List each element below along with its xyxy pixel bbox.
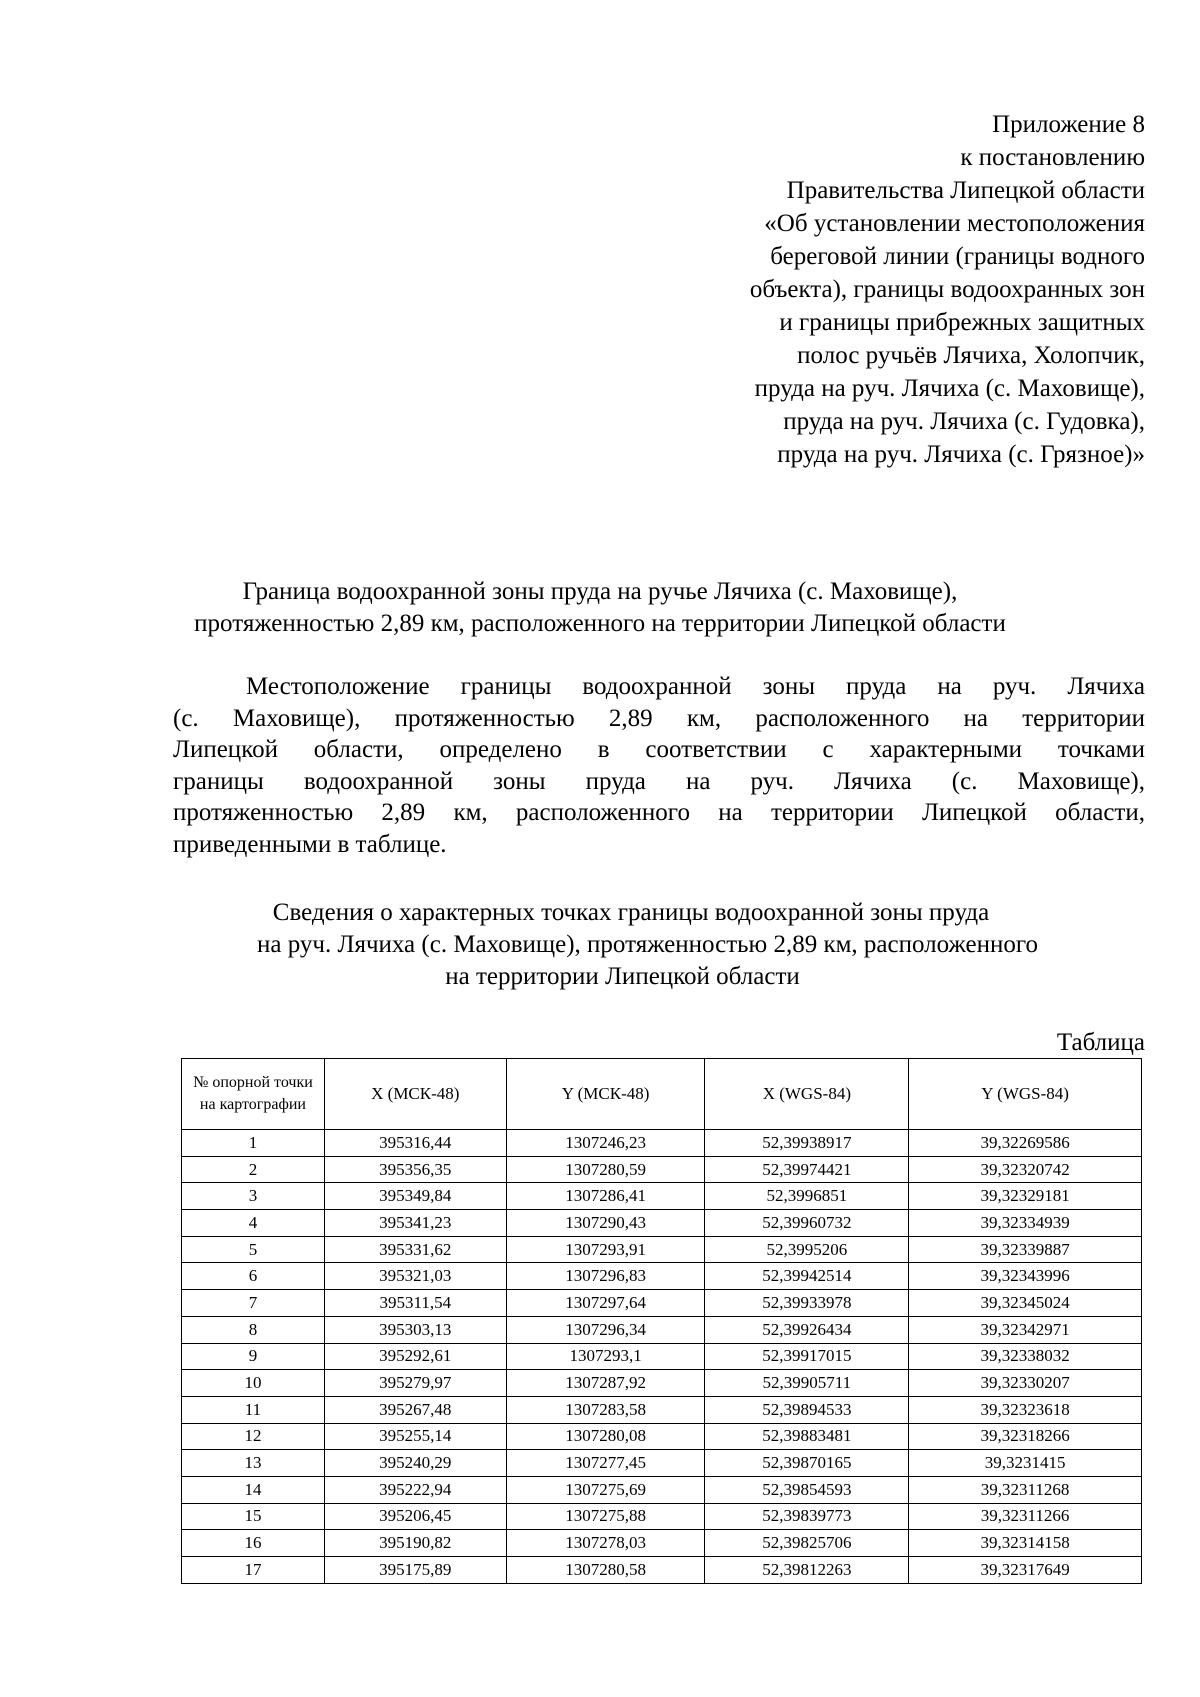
table-cell: 52,39974421 bbox=[705, 1156, 909, 1183]
table-cell: 395303,13 bbox=[324, 1316, 506, 1343]
table-cell: 52,39942514 bbox=[705, 1263, 909, 1290]
table-cell: 52,39894533 bbox=[705, 1396, 909, 1423]
table-cell: 39,32320742 bbox=[909, 1156, 1142, 1183]
table-body bbox=[182, 1130, 1142, 1584]
table-cell: 52,39854593 bbox=[705, 1476, 909, 1503]
table-cell: 52,39933978 bbox=[705, 1290, 909, 1317]
table-cell: 1307246,23 bbox=[506, 1130, 705, 1157]
table-cell: 1307280,59 bbox=[506, 1156, 705, 1183]
table-cell: 6 bbox=[182, 1263, 325, 1290]
table-cell: 39,32323618 bbox=[909, 1396, 1142, 1423]
table-cell: 39,32329181 bbox=[909, 1183, 1142, 1210]
caption-line: Сведения о характерных точках границы водоохранной зоны пруда bbox=[272, 899, 990, 926]
table-row bbox=[182, 1236, 1142, 1263]
table-cell: 395222,94 bbox=[324, 1476, 506, 1503]
table-cell: 1307283,58 bbox=[506, 1396, 705, 1423]
table-cell: 1307296,34 bbox=[506, 1316, 705, 1343]
table-cell: 1307287,92 bbox=[506, 1370, 705, 1397]
table-cell: 1307278,03 bbox=[506, 1530, 705, 1557]
table-cell: 395240,29 bbox=[324, 1450, 506, 1477]
table-cell: 2 bbox=[182, 1156, 325, 1183]
table-cell: 39,32342971 bbox=[909, 1316, 1142, 1343]
table-cell: 8 bbox=[182, 1316, 325, 1343]
title-line: протяженностью 2,89 км, расположенного на территории Липецкой области bbox=[194, 610, 1006, 637]
table-cell: 39,32318266 bbox=[909, 1423, 1142, 1450]
table-row bbox=[182, 1263, 1142, 1290]
table-cell: 39,32314158 bbox=[909, 1530, 1142, 1557]
table-cell: 395279,97 bbox=[324, 1370, 506, 1397]
table-cell: 1307275,69 bbox=[506, 1476, 705, 1503]
title-line: Граница водоохранной зоны пруда на ручье Лячиха (с. Маховище), bbox=[242, 578, 958, 605]
table-cell: 52,39938917 bbox=[705, 1130, 909, 1157]
table-cell: 1307297,64 bbox=[506, 1290, 705, 1317]
points-table bbox=[181, 1058, 1142, 1584]
table-row bbox=[182, 1476, 1142, 1503]
table-row bbox=[182, 1450, 1142, 1477]
table-cell: 39,32343996 bbox=[909, 1263, 1142, 1290]
table-row bbox=[182, 1423, 1142, 1450]
table-row bbox=[182, 1557, 1142, 1584]
table-cell: 39,32317649 bbox=[909, 1557, 1142, 1584]
paragraph-line: границы водоохранной зоны пруда на руч. Лячиха (с. Маховище), bbox=[173, 767, 1145, 795]
table-cell: 395292,61 bbox=[324, 1343, 506, 1370]
table-cell: 52,39926434 bbox=[705, 1316, 909, 1343]
table-header-row bbox=[182, 1059, 1142, 1130]
table-cell: 1307293,91 bbox=[506, 1236, 705, 1263]
table-row bbox=[182, 1156, 1142, 1183]
table-cell: 39,3231415 bbox=[909, 1450, 1142, 1477]
table-cell: 39,32334939 bbox=[909, 1210, 1142, 1237]
table-cell: 39,32345024 bbox=[909, 1290, 1142, 1317]
annex-line: объекта), границы водоохранных зон bbox=[749, 276, 1145, 303]
table-row bbox=[182, 1130, 1142, 1157]
paragraph-line: протяженностью 2,89 км, расположенного на территории Липецкой области, bbox=[173, 799, 1145, 827]
table-cell: 52,39870165 bbox=[705, 1450, 909, 1477]
annex-line: береговой линии (границы водного bbox=[770, 243, 1145, 270]
annex-header bbox=[585, 108, 1145, 471]
annex-line: пруда на руч. Лячиха (с. Грязное)» bbox=[777, 441, 1145, 468]
table-cell: 1307275,88 bbox=[506, 1503, 705, 1530]
table-cell: 52,3995206 bbox=[705, 1236, 909, 1263]
table-caption bbox=[150, 897, 1050, 993]
table-row bbox=[182, 1370, 1142, 1397]
table-cell: 395255,14 bbox=[324, 1423, 506, 1450]
table-cell: 395349,84 bbox=[324, 1183, 506, 1210]
description-paragraph bbox=[173, 671, 1145, 861]
annex-line: пруда на руч. Лячиха (с. Гудовка), bbox=[783, 408, 1145, 435]
table-cell: 5 bbox=[182, 1236, 325, 1263]
table-cell: 39,32311268 bbox=[909, 1476, 1142, 1503]
table-cell: 1307286,41 bbox=[506, 1183, 705, 1210]
table-cell: 12 bbox=[182, 1423, 325, 1450]
annex-line: Правительства Липецкой области bbox=[786, 177, 1145, 204]
table-cell: 395267,48 bbox=[324, 1396, 506, 1423]
header-x-wgs: X (WGS-84) bbox=[705, 1059, 909, 1130]
table-cell: 1307296,83 bbox=[506, 1263, 705, 1290]
table-cell: 39,32338032 bbox=[909, 1343, 1142, 1370]
table-row bbox=[182, 1316, 1142, 1343]
table-cell: 7 bbox=[182, 1290, 325, 1317]
table-cell: 16 bbox=[182, 1530, 325, 1557]
table-cell: 395321,03 bbox=[324, 1263, 506, 1290]
table-cell: 1307277,45 bbox=[506, 1450, 705, 1477]
table-cell: 395331,62 bbox=[324, 1236, 506, 1263]
table-cell: 52,39960732 bbox=[705, 1210, 909, 1237]
table-cell: 3 bbox=[182, 1183, 325, 1210]
header-point-number: № опорной точки на картографии bbox=[182, 1059, 325, 1130]
table-cell: 4 bbox=[182, 1210, 325, 1237]
table-cell: 1307293,1 bbox=[506, 1343, 705, 1370]
caption-line: на территории Липецкой области bbox=[445, 963, 800, 990]
annex-line: пруда на руч. Лячиха (с. Маховище), bbox=[754, 375, 1145, 402]
table-row bbox=[182, 1210, 1142, 1237]
table-cell: 1307280,08 bbox=[506, 1423, 705, 1450]
table-cell: 395341,23 bbox=[324, 1210, 506, 1237]
table-cell: 39,32339887 bbox=[909, 1236, 1142, 1263]
table-row bbox=[182, 1343, 1142, 1370]
table-cell: 10 bbox=[182, 1370, 325, 1397]
table-cell: 395175,89 bbox=[324, 1557, 506, 1584]
table-cell: 395316,44 bbox=[324, 1130, 506, 1157]
table-cell: 52,39905711 bbox=[705, 1370, 909, 1397]
table-cell: 52,39839773 bbox=[705, 1503, 909, 1530]
table-cell: 1307280,58 bbox=[506, 1557, 705, 1584]
annex-line: «Об установлении местоположения bbox=[764, 210, 1145, 237]
table-cell: 52,39883481 bbox=[705, 1423, 909, 1450]
table-cell: 17 bbox=[182, 1557, 325, 1584]
table-row bbox=[182, 1396, 1142, 1423]
table-cell: 52,39917015 bbox=[705, 1343, 909, 1370]
table-row bbox=[182, 1530, 1142, 1557]
table-cell: 395356,35 bbox=[324, 1156, 506, 1183]
table-cell: 39,32311266 bbox=[909, 1503, 1142, 1530]
document-title bbox=[150, 576, 1050, 640]
table-cell: 11 bbox=[182, 1396, 325, 1423]
header-y-wgs: Y (WGS-84) bbox=[909, 1059, 1142, 1130]
table-row bbox=[182, 1183, 1142, 1210]
paragraph-line: (с. Маховище), протяженностью 2,89 км, расположенного на территории bbox=[173, 704, 1145, 732]
table-cell: 1 bbox=[182, 1130, 325, 1157]
table-cell: 39,32269586 bbox=[909, 1130, 1142, 1157]
table-cell: 15 bbox=[182, 1503, 325, 1530]
annex-line: и границы прибрежных защитных bbox=[779, 309, 1145, 336]
table-cell: 13 bbox=[182, 1450, 325, 1477]
table-cell: 52,3996851 bbox=[705, 1183, 909, 1210]
paragraph-line: приведенными в таблице. bbox=[173, 830, 447, 858]
table-cell: 1307290,43 bbox=[506, 1210, 705, 1237]
caption-line: на руч. Лячиха (с. Маховище), протяженностью 2,89 км, расположенного bbox=[257, 931, 1038, 958]
header-y-msk: Y (МСК-48) bbox=[506, 1059, 705, 1130]
annex-line: к постановлению bbox=[960, 144, 1145, 171]
table-cell: 395311,54 bbox=[324, 1290, 506, 1317]
table-row bbox=[182, 1503, 1142, 1530]
table-label: Таблица bbox=[1056, 1029, 1145, 1056]
header-x-msk: X (МСК-48) bbox=[324, 1059, 506, 1130]
table-cell: 395190,82 bbox=[324, 1530, 506, 1557]
paragraph-line: Липецкой области, определено в соответствии с характерными точками bbox=[173, 736, 1145, 764]
paragraph-line: Местоположение границы водоохранной зоны пруда на руч. Лячиха bbox=[246, 673, 1145, 700]
table-cell: 52,39812263 bbox=[705, 1557, 909, 1584]
table-cell: 52,39825706 bbox=[705, 1530, 909, 1557]
table-cell: 9 bbox=[182, 1343, 325, 1370]
annex-line: полос ручьёв Лячиха, Холопчик, bbox=[797, 342, 1145, 369]
table-cell: 395206,45 bbox=[324, 1503, 506, 1530]
table-row bbox=[182, 1290, 1142, 1317]
table-cell: 14 bbox=[182, 1476, 325, 1503]
table-cell: 39,32330207 bbox=[909, 1370, 1142, 1397]
annex-line: Приложение 8 bbox=[992, 111, 1145, 138]
